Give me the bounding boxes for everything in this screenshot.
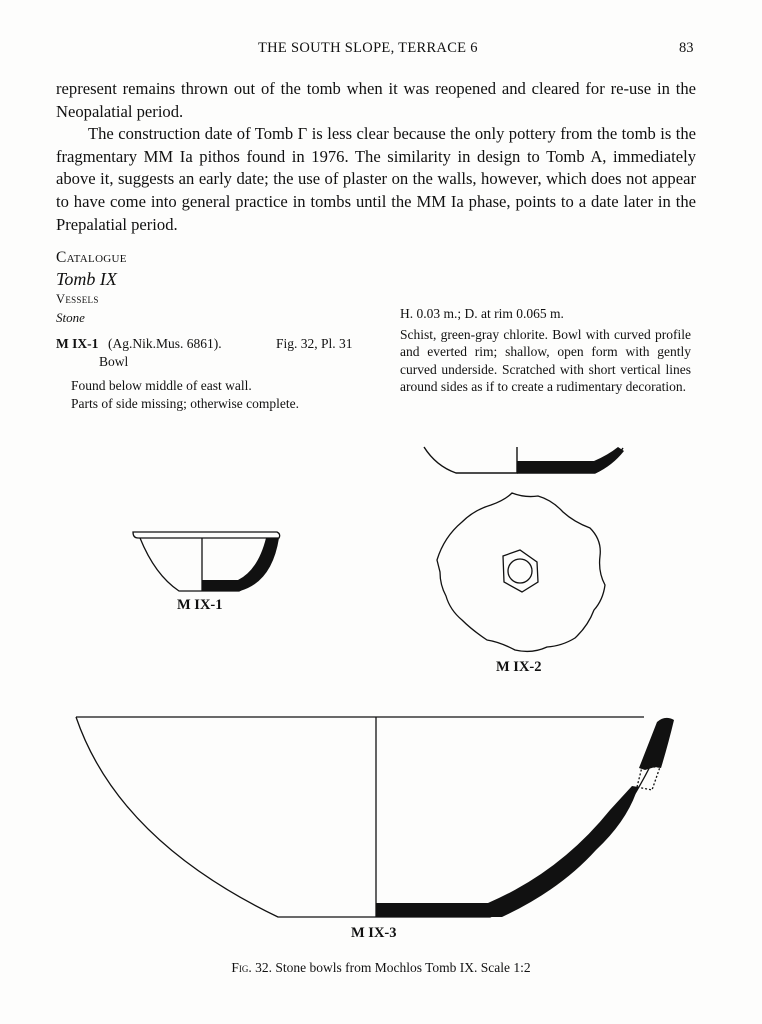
catalogue-heading: Catalogue: [56, 249, 127, 266]
paragraph: represent remains thrown out of the tomb when it was reopened and cleared for re-use in the Neopalatial period.: [56, 79, 696, 121]
caption-prefix: Fig.: [231, 960, 252, 975]
running-head-title: THE SOUTH SLOPE, TERRACE 6: [258, 40, 478, 56]
figure-caption: [0, 960, 762, 976]
entry-findspot: Found below middle of east wall.: [71, 378, 252, 393]
label-mix1: M IX-1: [177, 597, 223, 613]
entry-description: Schist, green-gray chlorite. Bowl with curved profile and everted rim; shallow, open form with gently curved underside. Scratched with short vertical lines around sides as if to create a rudimentary decoration.: [400, 326, 691, 394]
category-heading: Vessels: [56, 292, 99, 306]
caption-text: 32. Stone bowls from Mochlos Tomb IX. Scale 1:2: [255, 960, 531, 975]
page-number: 83: [679, 40, 694, 56]
bowl-mix3-profile: [76, 717, 674, 917]
entry-dimensions: H. 0.03 m.; D. at rim 0.065 m.: [400, 306, 564, 321]
paragraph: The construction date of Tomb Γ is less clear because the only pottery from the tomb is the fragmentary MM Ia pithos found in 1976. The similarity in design to Tomb A, immediately above it, suggests an early date; the use of plaster on the walls, however, which does not appear to have come into general practice in tombs until the MM Ia phase, points to a date later in the Prepalatial period.: [56, 124, 696, 234]
entry-figure-reference: Fig. 32, Pl. 31: [276, 336, 353, 351]
entry-condition: Parts of side missing; otherwise complete.: [71, 395, 299, 411]
entry-id: M IX-1: [56, 336, 99, 351]
bowl-mix2-profile: [424, 447, 624, 473]
entry-type: Bowl: [99, 354, 129, 369]
entry-museum-number: (Ag.Nik.Mus. 6861).: [108, 336, 222, 351]
bowl-mix1-profile: [133, 532, 280, 591]
material-heading: Stone: [56, 310, 85, 325]
bowl-mix2-plan: [437, 493, 605, 651]
label-mix3: M IX-3: [351, 925, 397, 941]
label-mix2: M IX-2: [496, 659, 542, 675]
tomb-heading: Tomb IX: [56, 269, 117, 289]
